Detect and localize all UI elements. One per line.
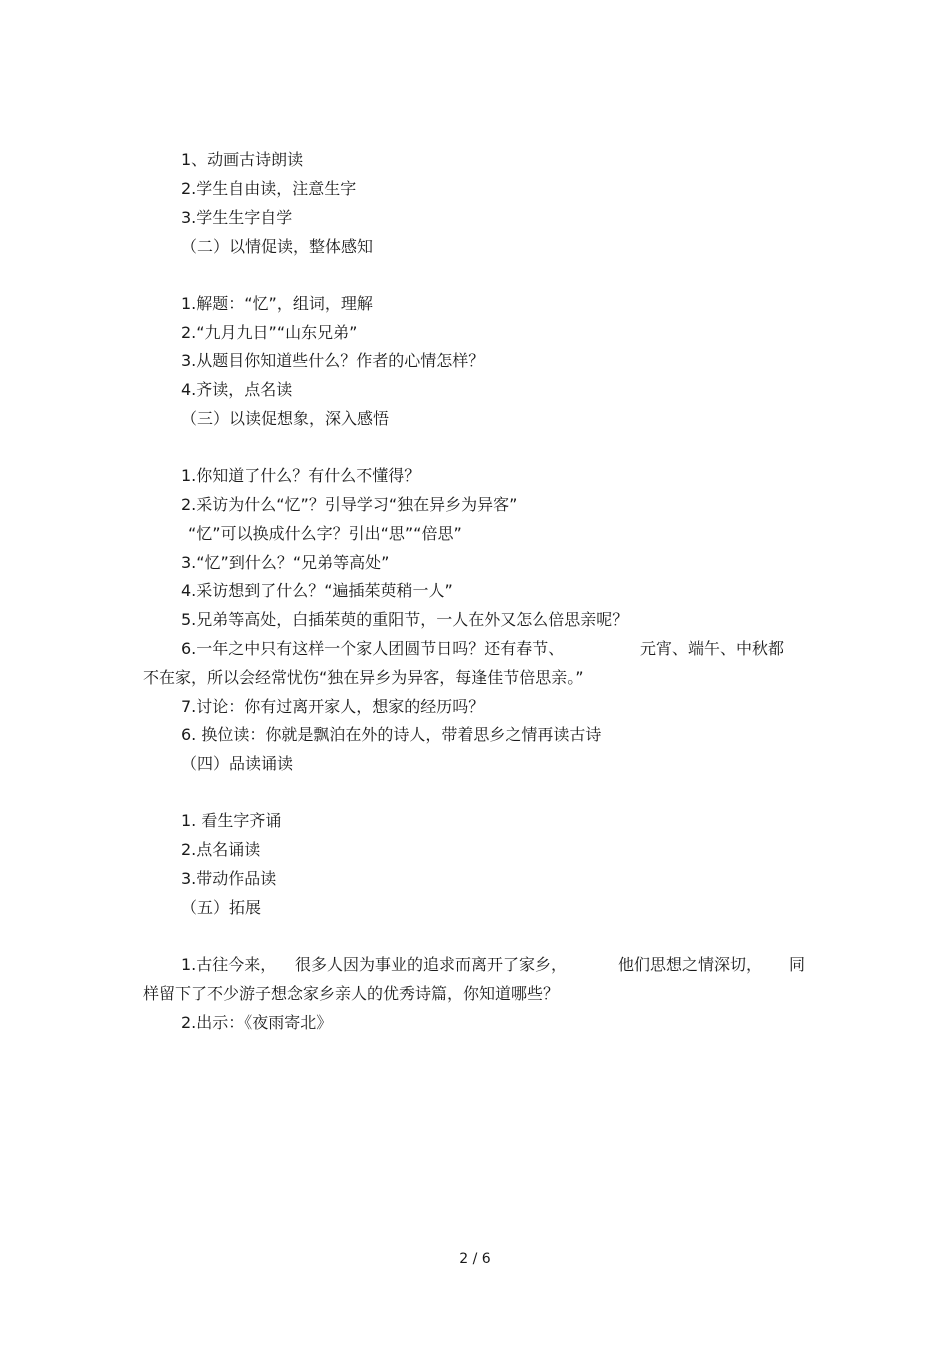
step-line: 样留下了不少游子想念家乡亲人的优秀诗篇，你知道哪些？ [143,984,560,1003]
page-number: 2 / 6 [459,1251,491,1267]
step-line: 2.“九月九日”“山东兄弟” [181,323,358,342]
step-line-continued: 他们思想之情深切， [618,955,763,974]
section-heading: （四）品读诵读 [181,754,294,773]
section-heading: （二）以情促读，整体感知 [181,237,374,256]
step-line-continued: 很多人因为事业的追求而离开了家乡， [295,955,568,974]
step-line: 4.齐读，点名读 [181,380,293,399]
step-line: 1.你知道了什么？有什么不懂得？ [181,466,421,485]
step-line: 不在家，所以会经常忧伤“独在异乡为异客，每逢佳节倍思亲。” [143,668,584,687]
step-line: 3.带动作品读 [181,869,277,888]
step-line: 4.采访想到了什么？“遍插茱萸稍一人” [181,581,453,600]
step-line: 1、动画古诗朗读 [181,150,304,169]
step-line: 1.解题：“忆”，组词，理解 [181,294,373,313]
step-line: 6.一年之中只有这样一个家人团圆节日吗？还有春节、 [181,639,565,658]
step-line-continued: 同 [789,955,806,974]
step-line: 1.古往今来， [181,955,277,974]
step-line: 2.采访为什么“忆”？引导学习“独在异乡为异客” [181,495,518,514]
step-line: 2.出示：《夜雨寄北》 [181,1013,333,1032]
step-line: 1. 看生字齐诵 [181,811,282,830]
step-line: 3.学生生字自学 [181,208,293,227]
step-line: 7.讨论：你有过离开家人，想家的经历吗？ [181,697,485,716]
step-line: 2.点名诵读 [181,840,261,859]
step-line: 2.学生自由读，注意生字 [181,179,357,198]
step-line: 5.兄弟等高处，白插茱萸的重阳节，一人在外又怎么倍思亲呢？ [181,610,629,629]
step-line: 3.“忆”到什么？“兄弟等高处” [181,553,390,572]
section-heading: （三）以读促想象，深入感悟 [181,409,390,428]
step-line: 3.从题目你知道些什么？作者的心情怎样？ [181,351,485,370]
step-line: 6. 换位读：你就是飘泊在外的诗人，带着思乡之情再读古诗 [181,725,602,744]
step-line: “忆”可以换成什么字？引出“思”“倍思” [188,524,462,543]
section-heading: （五）拓展 [181,898,262,917]
step-line-continued: 元宵、端午、中秋都 [640,639,785,658]
